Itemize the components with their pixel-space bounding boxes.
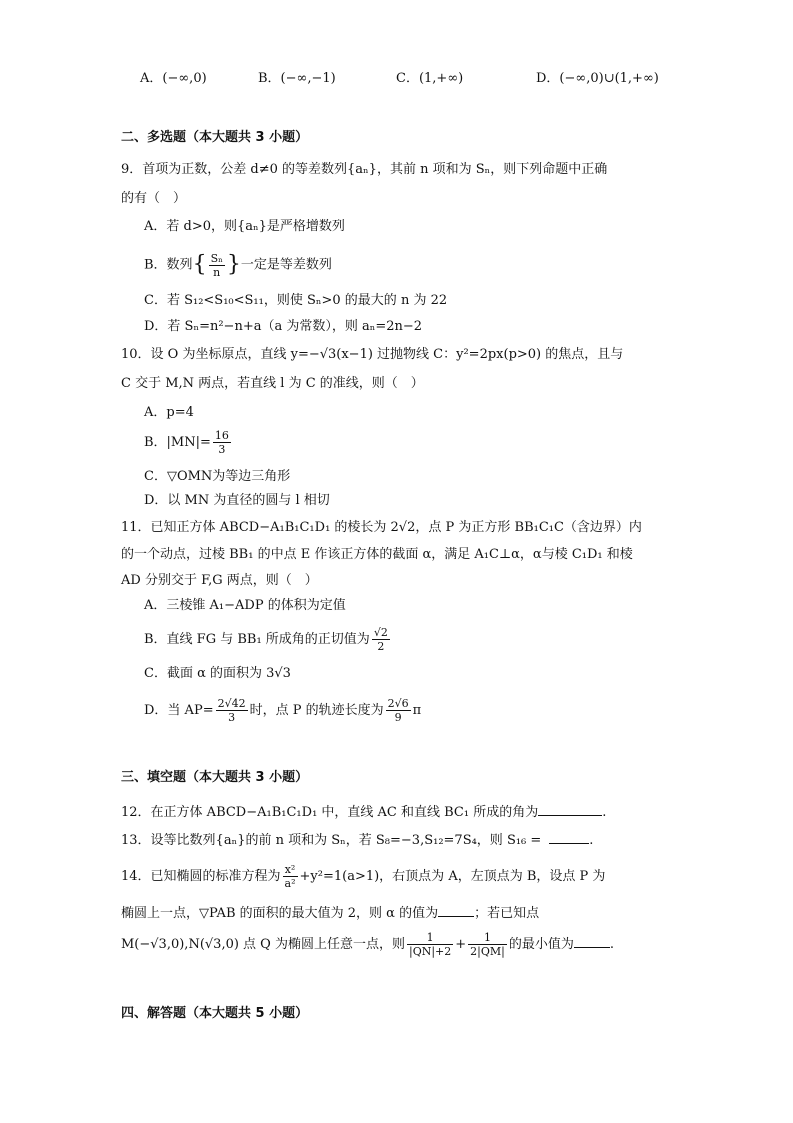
q11-stem-line3: AD 分别交于 F,G 两点，则（ ） <box>121 573 318 588</box>
q11-option-d-fraction-length: $\frac{2√6}{9}$ <box>387 697 409 724</box>
q11-option-b-prefix: B．直线 FG 与 BB₁ 所成角的正切值为 <box>144 632 370 647</box>
q14-line3 <box>121 928 614 962</box>
q11-stem-line2: 的一个动点，过棱 BB₁ 的中点 E 作该正方体的截面 α，满足 A₁C⊥α，α与棱 C₁D₁ 和棱 <box>121 547 633 562</box>
q12 <box>121 803 606 822</box>
q14-fraction-qm: $\frac{1}{2|QM|}$ <box>470 931 505 958</box>
q10-option-b <box>144 428 233 458</box>
q9-option-b-suffix: 一定是等差数列 <box>240 257 332 273</box>
q14-line2-text: 椭圆上一点，▽PAB 的面积的最大值为 2，则 α 的值为 <box>121 906 439 921</box>
q14-line1-suffix: +y²=1(a>1)，右顶点为 A，左顶点为 B，设点 P 为 <box>299 869 606 884</box>
q11-option-d-fraction-ap: $\frac{2√42}{3}$ <box>217 697 246 724</box>
q9-option-d: D．若 Sₙ=n²−n+a（a 为常数），则 aₙ=2n−2 <box>144 319 423 334</box>
q10-option-c: C．▽OMN为等边三角形 <box>144 469 291 484</box>
q8-option-c: C．(1,+∞) <box>396 71 464 86</box>
section-solution-heading: 四、解答题（本大题共 5 小题） <box>121 1006 309 1021</box>
q10-option-d: D．以 MN 为直径的圆与 l 相切 <box>144 493 330 508</box>
q9-stem-line2: 的有（ ） <box>121 191 187 206</box>
q13 <box>121 831 593 850</box>
q11-option-a: A．三棱锥 A₁−ADP 的体积为定值 <box>144 598 346 613</box>
q10-option-b-fraction: $\frac{16}{3}$ <box>214 429 229 456</box>
q10-option-b-prefix: B．|MN|= <box>144 435 211 450</box>
q9-option-b: B．数列{ $\frac{\text{Sₙ}}{n}$ }一定是等差数列 <box>144 251 332 279</box>
q12-period: . <box>602 805 607 820</box>
q14-line2-suffix: ；若已知点 <box>474 906 540 921</box>
q11-option-d <box>144 696 421 726</box>
q10-stem-line2: C 交于 M,N 两点，若直线 l 为 C 的准线，则（ ） <box>121 376 424 391</box>
q11-option-d-pi: π <box>412 703 422 718</box>
q8-option-d: D．(−∞,0)∪(1,+∞) <box>536 71 659 86</box>
q11-option-d-prefix: D．当 AP= <box>144 703 214 718</box>
q14-answer-blank-2[interactable] <box>574 935 610 948</box>
q14-answer-blank-1[interactable] <box>438 904 474 917</box>
q9-option-b-prefix: B．数列 <box>144 257 193 273</box>
section-fill-in-heading: 三、填空题（本大题共 3 小题） <box>121 770 309 785</box>
q11-stem-line1: 11．已知正方体 ABCD−A₁B₁C₁D₁ 的棱长为 2√2，点 P 为正方形 BB₁C₁C（含边界）内 <box>121 520 642 535</box>
q14-plus: + <box>455 937 467 952</box>
q14-line2 <box>121 904 539 923</box>
q14-ellipse-fraction: $\frac{\text{x²}}{\text{a²}}$ <box>284 863 296 890</box>
q11-option-c: C．截面 α 的面积为 3√3 <box>144 666 291 681</box>
q11-option-d-middle: 时，点 P 的轨迹长度为 <box>249 703 384 718</box>
q10-option-a: A．p=4 <box>144 405 194 420</box>
q14-line3-suffix: 的最小值为 <box>508 937 574 952</box>
q9-stem-line1: 9．首项为正数，公差 d≠0 的等差数列{aₙ}，其前 n 项和为 Sₙ，则下列命题中正确 <box>121 162 608 177</box>
q8-option-b: B．(−∞,−1) <box>258 71 336 86</box>
q14-line3-text: M(−√3,0),N(√3,0) 点 Q 为椭圆上任意一点，则 <box>121 937 405 952</box>
q9-option-c: C．若 S₁₂<S₁₀<S₁₁，则使 Sₙ>0 的最大的 n 为 22 <box>144 293 448 308</box>
q12-answer-blank[interactable] <box>538 803 602 816</box>
q11-option-b-fraction: $\frac{√2}{2}$ <box>373 626 388 653</box>
section-multiple-choice-heading: 二、多选题（本大题共 3 小题） <box>121 130 309 145</box>
q14-line1 <box>121 862 605 892</box>
q13-period: . <box>589 833 594 848</box>
q14-fraction-qn: $\frac{1}{|QN|+2}$ <box>408 931 452 958</box>
q14-line1-prefix: 14．已知椭圆的标准方程为 <box>121 869 281 884</box>
q14-period: . <box>609 937 615 952</box>
q9-option-a: A．若 d>0，则{aₙ}是严格增数列 <box>144 219 345 234</box>
q8-option-a: A．(−∞,0) <box>140 71 207 86</box>
q13-text: 13．设等比数列{aₙ}的前 n 项和为 Sₙ，若 S₈=−3,S₁₂=7S₄，则 S₁₆ = <box>121 833 542 848</box>
q12-text: 12．在正方体 ABCD−A₁B₁C₁D₁ 中，直线 AC 和直线 BC₁ 所成的角为 <box>121 805 539 820</box>
q10-stem-line1: 10．设 O 为坐标原点，直线 y=−√3(x−1) 过抛物线 C：y²=2px(p>0) 的焦点，且与 <box>121 347 624 362</box>
q11-option-b <box>144 625 392 655</box>
q13-answer-blank[interactable] <box>549 831 589 844</box>
q9-option-b-fraction: $\frac{\text{Sₙ}}{n}$ <box>210 251 223 279</box>
